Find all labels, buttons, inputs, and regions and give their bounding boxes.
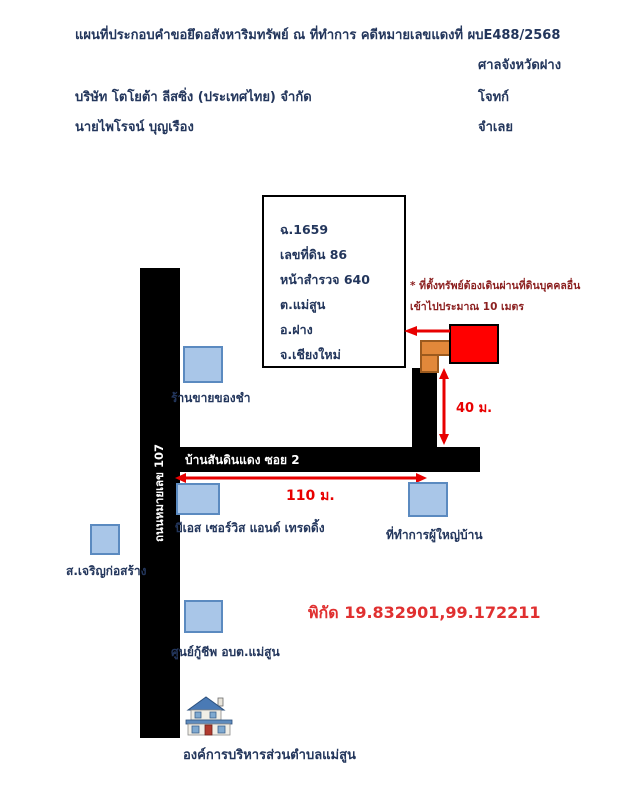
sao-office-label: องค์การบริหารส่วนตำบลแม่สูน: [183, 748, 356, 763]
arrow-to-parcel-box-icon: [404, 324, 452, 338]
plaintiff-name: บริษัท โตโยต้า ลีสซิ่ง (ประเทศไทย) จำกัด: [75, 90, 312, 105]
bs-service-label: บีเอส เซอร์วิส แอนด์ เทรดดิ้ง: [175, 521, 325, 535]
parcel-survey-page: หน้าสำรวจ 640: [280, 272, 370, 287]
highway-107-label: ถนนหมายเลข 107: [152, 443, 167, 542]
access-note-line2: เข้าไปประมาณ 10 เมตร: [410, 301, 525, 313]
soi-road: [180, 447, 480, 472]
branch-road: [412, 368, 437, 447]
defendant-name: นายไพโรจน์ บุญเรือง: [75, 120, 194, 135]
building-marker-headman-office: [408, 482, 448, 517]
parcel-deed-number: ฉ.1659: [280, 222, 329, 237]
construction-label: ส.เจริญก่อสร้าง: [66, 564, 147, 578]
parcel-province: จ.เชียงใหม่: [280, 347, 341, 362]
grocery-label: ร้านขายของชำ: [171, 391, 251, 405]
distance-label-110m: 110 ม.: [286, 488, 335, 504]
court-name: ศาลจังหวัดฝาง: [478, 58, 562, 73]
building-marker-rescue-center: [184, 600, 223, 633]
parcel-land-number: เลขที่ดิน 86: [280, 247, 348, 262]
plaintiff-role: โจทก์: [478, 90, 510, 105]
distance-arrow-40m-icon: [437, 368, 451, 445]
coordinates-text: พิกัด 19.832901,99.172211: [308, 603, 541, 622]
parcel-info-box: [262, 195, 406, 368]
building-marker-grocery: [183, 346, 223, 383]
headman-office-label: ที่ทำการผู้ใหญ่บ้าน: [386, 528, 483, 542]
parcel-district: อ.ฝาง: [280, 322, 313, 337]
parcel-subdistrict: ต.แม่สูน: [280, 297, 326, 312]
rescue-center-label: ศูนย์กู้ชีพ อบต.แม่สูน: [171, 645, 280, 659]
property-marker: [449, 324, 499, 364]
defendant-role: จำเลย: [478, 120, 513, 135]
distance-label-40m: 40 ม.: [456, 401, 493, 416]
highway-107-label-area: [140, 425, 180, 560]
building-marker-construction: [90, 524, 120, 555]
page-title: แผนที่ประกอบคำขอยึดอสังหาริมทรัพย์ ณ ที่ทำการ คดีหมายเลขแดงที่ ผบE488/2568: [75, 28, 561, 43]
building-marker-bs-service: [176, 483, 220, 515]
soi-road-label: บ้านสันดินแดง ซอย 2: [185, 453, 300, 467]
access-note-line1: * ที่ตั้งทรัพย์ต้องเดินผ่านที่ดินบุคคลอื่น: [410, 280, 581, 292]
house-icon: [184, 694, 234, 736]
